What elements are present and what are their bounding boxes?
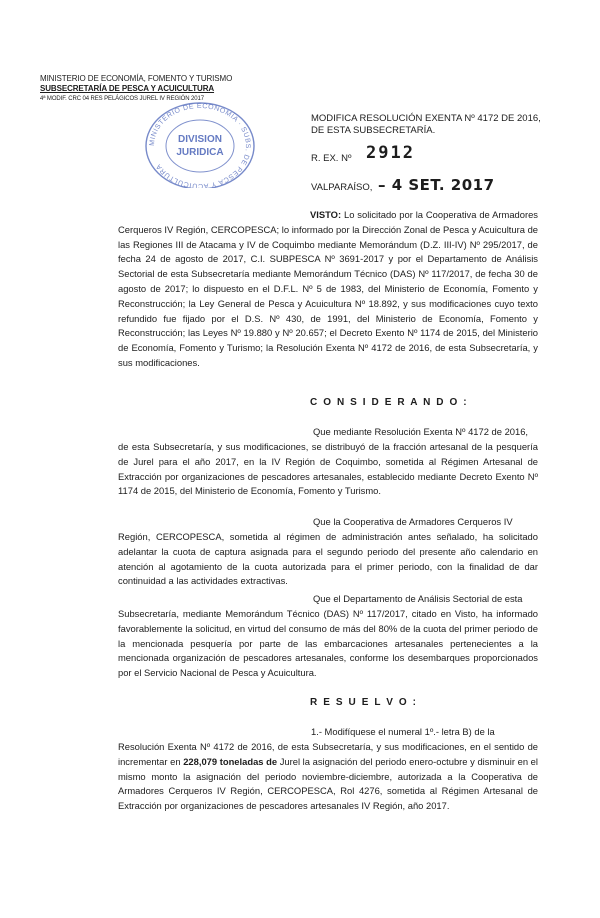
resuelvo-item1-pre: Resolución Exenta Nº 4172 de 2016, de esta Subsecretaría, y sus modificaciones, en el sentido de incrementar en xyxy=(118,741,538,767)
resuelvo-item1-amount: 228,079 toneladas de xyxy=(183,755,278,767)
considerando-p3-first: Que el Departamento de Análisis Sectorial de esta xyxy=(313,593,523,604)
subsecretaria-name: SUBSECRETARÍA DE PESCA Y ACUICULTURA xyxy=(40,84,215,93)
resuelvo-heading: R E S U E L V O : xyxy=(310,697,418,708)
visto-paragraph xyxy=(118,208,538,371)
document-code: 4ª MODIF. CRC 04 RES PELÁGICOS JUREL IV REGIÓN 2017 xyxy=(40,96,204,102)
city-label: VALPARAÍSO, xyxy=(311,182,373,193)
considerando-p1-first: Que mediante Resolución Exenta Nº 4172 de 2016, xyxy=(313,426,529,437)
subject-line-1: MODIFICA RESOLUCIÓN EXENTA Nº 4172 DE 2016, xyxy=(311,113,541,124)
stamp-seal-icon xyxy=(140,96,260,188)
subject-line-2: DE ESTA SUBSECRETARÍA. xyxy=(311,125,436,136)
resuelvo-item1-post: Jurel la asignación del periodo enero-octubre y disminuir en el mismo monto la asignación del periodo noviembre-diciembre, autorizada a la Cooperativa de Armadores Cerqueros IV Región, CERCOPESCA, Rol 4276, sometida al Régimen Artesanal de Extracción por organizaciones de pescadores artesanales IV Región, año 2017. xyxy=(118,755,538,812)
stamp-ring-text: MINISTERIO DE ECONOMÍA · SUBS. DE PESCA Y ACUICULTURA xyxy=(148,102,252,188)
stamp-center-line1: DIVISION xyxy=(178,134,222,145)
ministry-name: MINISTERIO DE ECONOMÍA, FOMENTO Y TURISMO xyxy=(40,74,233,83)
resuelvo-item1 xyxy=(118,740,538,814)
resuelvo-item1-first: 1.- Modifíquese el numeral 1º.- letra B) de la xyxy=(311,726,495,737)
visto-text: Lo solicitado por la Cooperativa de Armadores Cerqueros IV Región, CERCOPESCA; lo informado por la Dirección Zonal de Pesca y Acuicultura de las Regiones III de Atacama y IV de Coquimbo mediante Memorándum (D.Z. III-IV) Nº 295/2017, de fecha 24 de agosto de 2017, C.I. SUBPESCA Nº 3691-2017 y por el Departamento de Análisis Sectorial de esta Subsecretaría mediante Memorándum Técnico (DAS) Nº 117/2017, de fecha 30 de agosto de 2017; lo dispuesto en el D.F.L. Nº 5 de 1983, del Ministerio de Economía, Fomento y Reconstrucción; la Ley General de Pesca y Acuicultura Nº 18.892, y sus modificaciones cuyo texto refundido fue fijado por el D.S. Nº 430, de 1991, del Ministerio de Economía, Fomento y Reconstrucción; las Leyes Nº 19.880 y Nº 20.657; el Decreto Exento Nº 1174 de 2015, del Ministerio de Economía, Fomento y Turismo; la Resolución Exenta Nº 4172 de 2016, de esta Subsecretaría, y sus modificaciones. xyxy=(118,209,538,368)
considerando-p2-first: Que la Cooperativa de Armadores Cerqueros IV xyxy=(313,516,513,527)
considerando-p2: Región, CERCOPESCA, sometida al régimen de administración antes señalado, ha solicitado adelantar la cuota de captura asignada para el segundo periodo del presente año calendario en atención al agotamiento de la cuota autorizada para el primer periodo, con la finalidad de dar continuidad a las actividades extractivas. xyxy=(118,531,538,587)
rex-number: 2912 xyxy=(366,143,415,163)
stamp-center-line2: JURIDICA xyxy=(176,147,224,158)
considerando-p1: de esta Subsecretaría, y sus modificaciones, se distribuyó de la fracción artesanal de la pesquería de Jurel para el año 2017, en la IV Región de Coquimbo, sometida al Régimen Artesanal de Extracción por organizaciones de pescadores artesanales, establecido mediante Decreto Exento Nº 1174 de 2015, del Ministerio de Economía, Fomento y Turismo. xyxy=(118,441,538,497)
document-date: – 4 SET. 2017 xyxy=(378,176,495,194)
visto-label: VISTO: xyxy=(310,209,342,220)
svg-text:MINISTERIO DE ECONOMÍA · SUBS. xyxy=(149,103,251,188)
division-juridica-stamp xyxy=(140,96,260,188)
considerando-p3: Subsecretaría, mediante Memorándum Técnico (DAS) Nº 117/2017, citado en Visto, ha informado favorablemente la solicitud, en virtud del consumo de más del 80% de la cuota del primer periodo de la mencionada pesquería por parte de las embarcaciones artesanales pertenecientes a la mencionada organización de pescadores artesanales, conforme los desembarques proporcionados por el Servicio Nacional de Pesca y Acuicultura. xyxy=(118,608,538,679)
considerando-heading: C O N S I D E R A N D O : xyxy=(310,397,469,408)
rex-label: R. EX. Nº xyxy=(311,153,352,164)
